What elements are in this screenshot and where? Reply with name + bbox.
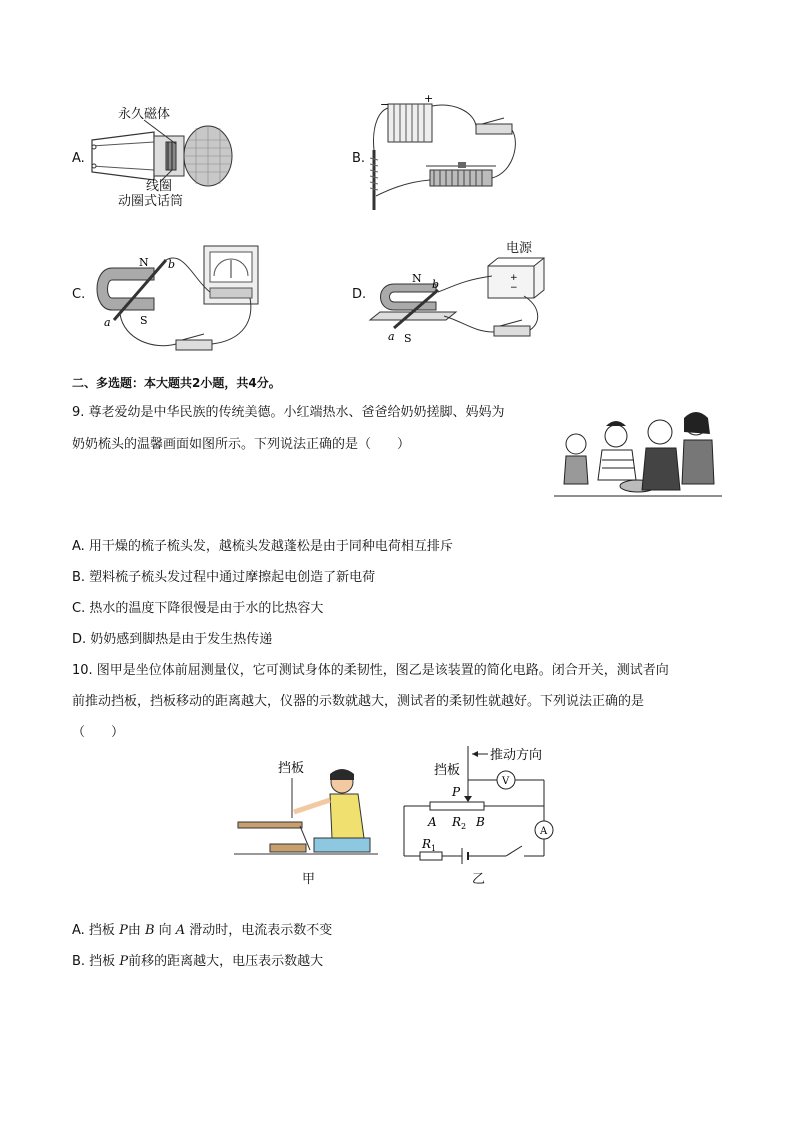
q10-stem-line2: 前推动挡板，挡板移动的距离越大，仪器的示数就越大，测试者的柔韧性就越好。下列说法正确的是 <box>72 694 645 709</box>
fig-yi-caption: 乙 <box>472 872 486 887</box>
q10-option-a: A. 挡板 P由 B 向 A 滑动时，电流表示数不变 <box>72 923 333 938</box>
svg-text:b: b <box>432 278 440 291</box>
svg-text:推动方向: 推动方向 <box>490 748 543 763</box>
option-a-label: A. <box>72 151 85 166</box>
induction-figure-c <box>84 240 264 360</box>
electromagnet-figure <box>364 92 524 220</box>
svg-text:N: N <box>412 272 422 285</box>
section-heading: 二、多选题：本大题共2小题，共4分。 <box>72 376 281 390</box>
coil-label: 线圈 <box>146 179 173 194</box>
svg-text:R: R <box>452 815 462 829</box>
svg-text:S: S <box>140 314 148 327</box>
option-d-label: D. <box>352 287 367 302</box>
option-b-label: B. <box>352 151 366 166</box>
q9-option-d: D. 奶奶感到脚热是由于发生热传递 <box>72 632 273 647</box>
q9-stem-line1: 9. 尊老爱幼是中华民族的传统美德。小红端热水、爸爸给奶奶搓脚、妈妈为 <box>72 405 505 420</box>
svg-text:挡板: 挡板 <box>278 761 305 776</box>
q9-stem-line2: 奶奶梳头的温馨画面如图所示。下列说法正确的是（ ） <box>72 437 411 452</box>
option-c-label: C. <box>72 287 86 302</box>
svg-text:A: A <box>540 826 548 837</box>
svg-text:V: V <box>502 776 510 787</box>
svg-text:−: − <box>380 98 390 111</box>
svg-text:a: a <box>388 330 395 343</box>
magnet-label: 永久磁体 <box>118 107 171 122</box>
svg-text:+: + <box>510 273 518 283</box>
fig-yi-circuit <box>398 742 562 866</box>
svg-text:S: S <box>404 332 412 345</box>
q10-option-b: B. 挡板 P前移的距离越大，电压表示数越大 <box>72 954 324 969</box>
svg-text:R: R <box>422 837 432 851</box>
microphone-caption: 动圈式话筒 <box>118 194 184 209</box>
q9-option-c: C. 热水的温度下降很慢是由于水的比热容大 <box>72 601 324 616</box>
svg-text:A: A <box>428 815 437 829</box>
q9-option-a: A. 用干燥的梳子梳头发，越梳头发越蓬松是由于同种电荷相互排斥 <box>72 539 453 554</box>
svg-text:1: 1 <box>431 844 437 853</box>
svg-text:B: B <box>476 815 485 829</box>
fig-jia-tester <box>230 752 382 864</box>
svg-text:+: + <box>424 92 434 105</box>
family-illustration <box>550 404 725 500</box>
svg-text:P: P <box>452 785 461 799</box>
q10-stem-line1: 10. 图甲是坐位体前屈测量仪，它可测试身体的柔韧性，图乙是该装置的简化电路。闭合开关，测试者向 <box>72 663 669 678</box>
svg-text:2: 2 <box>461 822 467 831</box>
svg-text:N: N <box>139 256 149 269</box>
power-supply-label: 电源 <box>506 241 533 256</box>
svg-text:a: a <box>104 316 111 329</box>
svg-text:−: − <box>510 283 518 293</box>
svg-text:挡板: 挡板 <box>434 763 461 778</box>
q10-stem-line3: （ ） <box>72 725 125 740</box>
induction-figure-d <box>364 256 554 348</box>
svg-text:b: b <box>168 258 176 271</box>
q9-option-b: B. 塑料梳子梳头发过程中通过摩擦起电创造了新电荷 <box>72 570 376 585</box>
fig-jia-caption: 甲 <box>302 872 316 887</box>
